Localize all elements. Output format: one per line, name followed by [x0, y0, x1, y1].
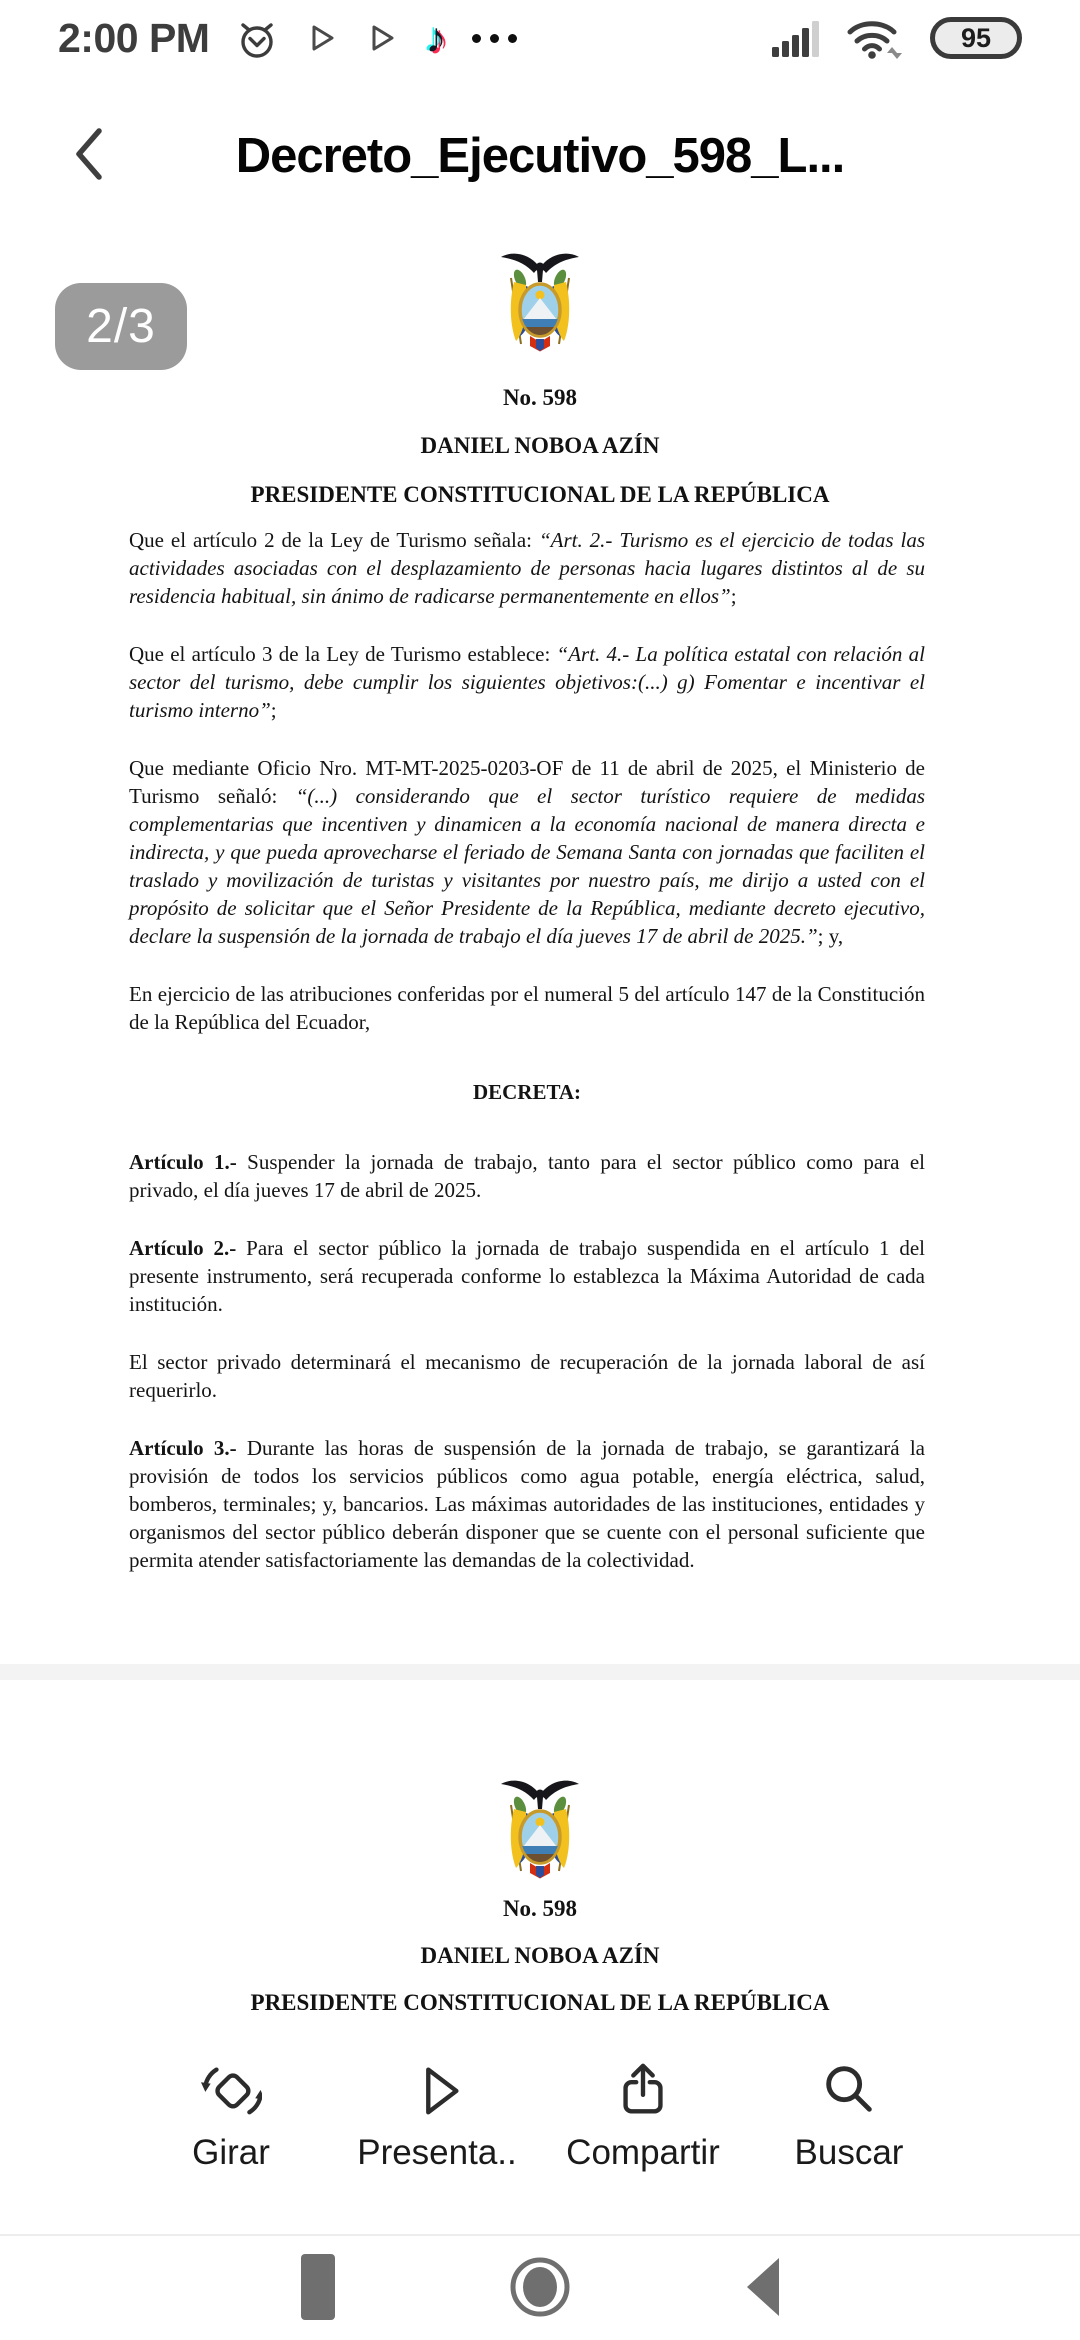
- share-icon: [612, 2058, 674, 2123]
- page-indicator-badge: 2/3: [55, 283, 187, 370]
- present-label: Presenta..: [357, 2133, 517, 2172]
- text-segment: ;: [270, 698, 277, 722]
- search-label: Buscar: [794, 2133, 904, 2172]
- text-segment: “(...) considerando que el sector turístico requiere de medidas complementarias que incentiven y dinamicen a la economía nacional de manera directa e indirecta, y que pueda aprovecharse el feriado de Semana Santa con jornadas que faciliten el traslado y movilización de turistas y visitantes por nuestro país, me dirijo a usted con el propósito de solicitar que el Señor Presidente de la República, mediante decreto ejecutivo, declare la suspensión de la jornada de trabajo el día jueves 17 de abril de 2025.”: [129, 784, 925, 948]
- document-paragraph: [129, 1078, 925, 1106]
- rotate-icon: [200, 2058, 262, 2123]
- text-segment: En ejercicio de las atribuciones conferidas por el numeral 5 del artículo 147 de la Constitución de la República del Ecuador,: [129, 982, 925, 1034]
- signal-icon: [772, 19, 820, 57]
- text-segment: Que mediante Oficio Nro. MT-MT-2025-0203-OF de 11 de abril de 2025, el Ministerio de Turismo señaló:: [129, 756, 925, 808]
- more-dots-icon: [472, 34, 517, 43]
- pdf-page-2: [0, 216, 1080, 1664]
- text-segment: ;: [730, 584, 737, 608]
- text-segment: Durante las horas de suspensión de la jornada de trabajo, se garantizará la provisión de todos los servicios públicos como agua potable, energía eléctrica, salud, bomberos, terminales; y, bancarios. Las máximas autoridades de las instituciones, entidades y organismos del sector público deberán disponer que se cuente con el personal suficiente que permita atender satisfactoriamente las demandas de la colectividad.: [129, 1436, 925, 1572]
- search-button[interactable]: [746, 2058, 952, 2208]
- recents-square-icon: [301, 2254, 335, 2323]
- decree-author-title: PRESIDENTE CONSTITUCIONAL DE LA REPÚBLICA: [250, 482, 830, 507]
- text-segment: Artículo 2.-: [129, 1236, 247, 1260]
- back-button[interactable]: [64, 120, 114, 190]
- share-label: Compartir: [566, 2133, 720, 2172]
- text-segment: DECRETA:: [472, 1080, 582, 1104]
- document-paragraph: [129, 640, 925, 724]
- page-separator: [0, 1664, 1080, 1680]
- rotate-button[interactable]: [128, 2058, 334, 2208]
- document-paragraph: [129, 1148, 925, 1204]
- recents-button[interactable]: [283, 2253, 353, 2323]
- ecuador-coat-of-arms-icon: [497, 248, 583, 352]
- battery-indicator: [930, 17, 1022, 59]
- decree-number: No. 598: [502, 1896, 578, 1921]
- search-icon: [818, 2058, 880, 2123]
- decree-author: DANIEL NOBOA AZÍN: [420, 1943, 660, 1968]
- decree-number: No. 598: [502, 385, 578, 410]
- back-nav-button[interactable]: [727, 2253, 797, 2323]
- pdf-page-3: [0, 1680, 1080, 2016]
- play-outline-icon: [305, 21, 339, 55]
- text-segment: ; y,: [817, 924, 844, 948]
- decree-body: [129, 526, 925, 1574]
- play-outline-icon: [365, 21, 399, 55]
- document-title: Decreto_Ejecutivo_598_L...: [235, 129, 845, 183]
- text-segment: Artículo 1.-: [129, 1150, 248, 1174]
- decree-author: DANIEL NOBOA AZÍN: [420, 433, 660, 458]
- text-segment: “Art. 4.- La política estatal con relación al sector del turismo, debe cumplir los siguientes objetivos:(...) g) Fomentar e incentivar el turismo interno”: [129, 642, 925, 722]
- home-circle-icon: [508, 2255, 572, 2322]
- android-nav-bar: [0, 2234, 1080, 2340]
- status-bar: [0, 0, 1080, 66]
- document-paragraph: [129, 1234, 925, 1318]
- document-paragraph: [129, 526, 925, 610]
- text-segment: “Art. 2.- Turismo es el ejercicio de todas las actividades asociadas con el desplazamiento de personas hacia lugares distintos al de su residencia habitual, sin ánimo de radicarse permanentemente en ellos”: [129, 528, 925, 608]
- share-button[interactable]: [540, 2058, 746, 2208]
- alarm-icon: [235, 17, 279, 59]
- document-paragraph: [129, 1348, 925, 1404]
- text-segment: Que el artículo 3 de la Ley de Turismo establece:: [129, 642, 557, 666]
- document-paragraph: [129, 1434, 925, 1574]
- app-header: [0, 96, 1080, 216]
- chevron-left-icon: [72, 126, 106, 185]
- present-icon: [406, 2058, 468, 2123]
- text-segment: Suspender la jornada de trabajo, tanto para el sector público como para el privado, el día jueves 17 de abril de 2025.: [129, 1150, 925, 1202]
- rotate-label: Girar: [192, 2133, 270, 2172]
- text-segment: Para el sector público la jornada de trabajo suspendida en el artículo 1 del presente instrumento, será recuperada conforme lo establezca la Máxima Autoridad de cada institución.: [129, 1236, 925, 1316]
- wifi-icon: [846, 17, 904, 59]
- text-segment: Artículo 3.-: [129, 1436, 247, 1460]
- document-viewport[interactable]: [0, 216, 1080, 2340]
- document-paragraph: [129, 980, 925, 1036]
- status-time: 2:00 PM: [58, 14, 210, 61]
- back-triangle-icon: [743, 2254, 781, 2323]
- present-button[interactable]: [334, 2058, 540, 2208]
- home-button[interactable]: [505, 2253, 575, 2323]
- bottom-toolbar: [128, 2058, 952, 2208]
- tiktok-icon: ♪: [425, 14, 447, 61]
- decree-author-title: PRESIDENTE CONSTITUCIONAL DE LA REPÚBLICA: [250, 1990, 830, 2015]
- text-segment: Que el artículo 2 de la Ley de Turismo señala:: [129, 528, 539, 552]
- battery-level: 95: [960, 22, 992, 53]
- document-paragraph: [129, 754, 925, 950]
- ecuador-coat-of-arms-icon: [497, 1775, 583, 1879]
- text-segment: El sector privado determinará el mecanismo de recuperación de la jornada laboral de así requerirlo.: [129, 1350, 925, 1402]
